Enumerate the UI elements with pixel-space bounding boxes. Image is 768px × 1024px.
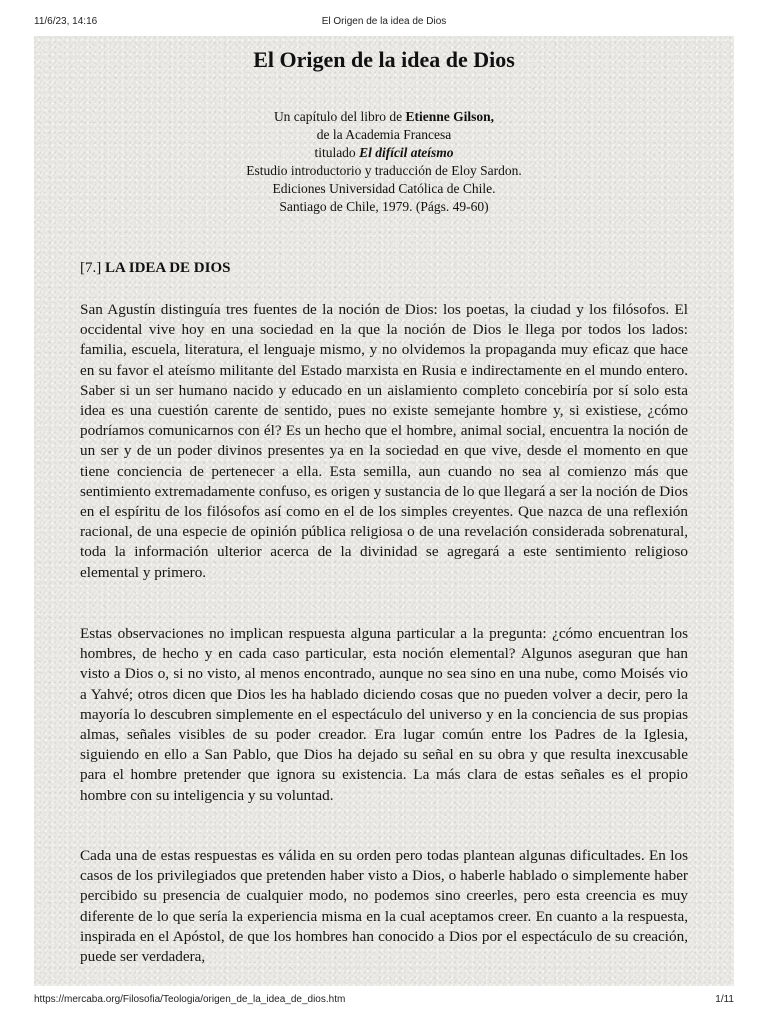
section-heading <box>80 260 230 277</box>
paragraph-1: San Agustín distinguía tres fuentes de la noción de Dios: los poetas, la ciudad y los filósofos. El occidental vive hoy en una sociedad en la que la noción de Dios le llega por todos los lados: familia, escuela, literatura, el lenguaje mismo, y no olvidemos la propaganda muy eficaz que hace en su favor el ateísmo militante del Estado marxista en Rusia e indirectamente en el mundo entero. Saber si un ser humano nacido y educado en un aislamiento completo concebiría por sí solo esta idea es una cuestión carente de sentido, pues no existe semejante hombre y, si existiese, ¿cómo podríamos comunicarnos con él? Es un hecho que el hombre, animal social, encuentra la noción de un ser y de un poder divinos presentes ya en la sociedad en que vive, desde el momento en que tiene conciencia de pertenecer a ella. Esta semilla, aun cuando no sea al comienzo más que sentimiento extremadamente confuso, es origen y sustancia de lo que llegará a ser la noción de Dios en el espíritu de los filósofos así como en el de los simples creyentes. Que nazca de una reflexión racional, de una especie de opinión pública religiosa o de una revelación considerada sobrenatural, toda la información ulterior acerca de la divinidad se agregará a este sentimiento religioso elemental y primero. <box>80 301 688 581</box>
meta-author: Etienne Gilson, <box>405 109 495 124</box>
paragraph-2: Estas observaciones no implican respuesta alguna particular a la pregunta: ¿cómo encuentran los hombres, de hecho y en cada caso particular, esta noción elemental? Algunos aseguran que han visto a Dios o, si no visto, al menos encontrado, aunque no sea sino en una nube, como Moisés vio a Yahvé; otros dicen que Dios les ha hablado diciendo cosas que no pueden volver a decir, pero la mayoría lo descubren simplemente en el espectáculo del universo y en la conciencia de sus propias almas, señales visibles de su poder creador. Era lugar común entre los Padres de la Iglesia, siguiendo en ello a San Pablo, que Dios ha dejado su señal en su obra y que resulta inexcusable para el hombre pretender que ignora su existencia. La más clara de estas señales es el propio hombre con su inteligencia y su voluntad. <box>80 625 688 804</box>
meta-place-pages: Santiago de Chile, 1979. (Págs. 49-60) <box>279 199 489 214</box>
page-number: 1/11 <box>715 994 734 1005</box>
print-page-title: El Origen de la idea de Dios <box>321 16 447 27</box>
section-title: LA IDEA DE DIOS <box>105 260 231 276</box>
document-page <box>34 36 734 986</box>
print-datetime: 11/6/23, 14:16 <box>34 16 98 27</box>
meta-publisher: Ediciones Universidad Católica de Chile. <box>272 181 496 196</box>
section-marker: [7.] <box>80 260 105 276</box>
meta-book-title: El difícil ateísmo <box>359 145 454 160</box>
paragraph-3: Cada una de estas respuestas es válida en su orden pero todas plantean algunas dificultades. En los casos de los privilegiados que pretenden haber visto a Dios, o haberle hablado o simplemente haber percibido su presencia de cualquier modo, no podemos sino creerles, pero esta creencia es muy diferente de lo que sería la experiencia misma en la cual aceptamos creer. En cuanto a la respuesta, inspirada en el Apóstol, de que los hombres han conocido a Dios por el espectáculo de su creación, puede ser verdadera, <box>80 847 688 966</box>
meta-author-line <box>34 108 734 126</box>
print-header <box>34 16 734 30</box>
meta-line1-prefix: Un capítulo del libro de <box>273 109 406 124</box>
print-footer <box>34 994 734 1008</box>
meta-translation: Estudio introductorio y traducción de Eloy Sardon. <box>246 163 522 178</box>
document-meta <box>34 108 734 216</box>
meta-book-line <box>34 144 734 162</box>
source-url: https://mercaba.org/Filosofia/Teologia/origen_de_la_idea_de_dios.htm <box>34 994 346 1005</box>
meta-line3-prefix: titulado <box>314 145 360 160</box>
document-title: El Origen de la idea de Dios <box>253 47 515 72</box>
meta-academy: de la Academia Francesa <box>316 127 452 142</box>
